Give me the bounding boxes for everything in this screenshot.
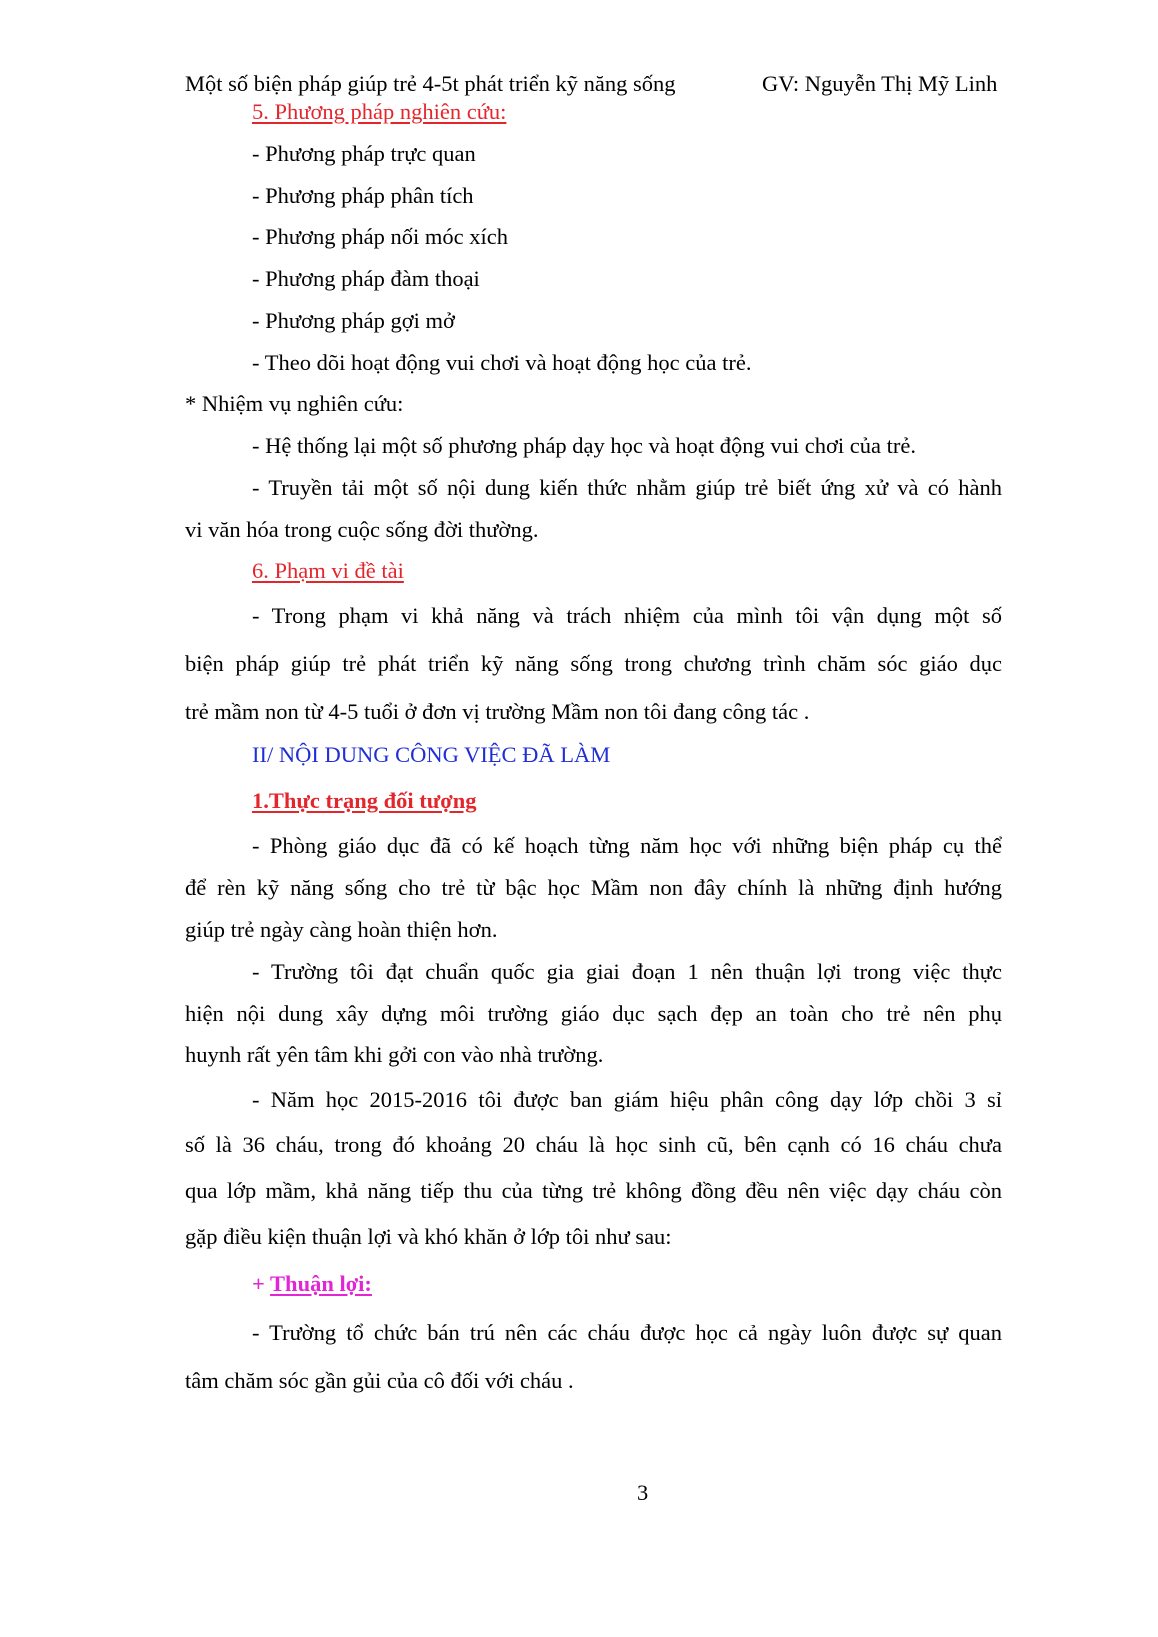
task-item: - Hệ thống lại một số phương pháp dạy học và hoạt động vui chơi của trẻ. xyxy=(252,433,916,458)
advantage-heading xyxy=(252,1273,372,1296)
method-item: - Phương pháp gợi mở xyxy=(252,308,455,333)
task-item-continuation: vi văn hóa trong cuộc sống đời thường. xyxy=(185,517,539,542)
task-item: - Truyền tải một số nội dung kiến thức nhằm giúp trẻ biết ứng xử và có hành xyxy=(252,475,1002,500)
paragraph-line: gặp điều kiện thuận lợi và khó khăn ở lớp tôi như sau: xyxy=(185,1224,672,1249)
paragraph-line: - Trường tổ chức bán trú nên các cháu được học cả ngày luôn được sự quan xyxy=(252,1320,1002,1345)
header-author: GV: Nguyễn Thị Mỹ Linh xyxy=(762,71,998,96)
method-item: - Theo dõi hoạt động vui chơi và hoạt động học của trẻ. xyxy=(252,350,752,375)
paragraph-line: - Phòng giáo dục đã có kế hoạch từng năm học với những biện pháp cụ thể xyxy=(252,833,1002,858)
paragraph-line: huynh rất yên tâm khi gởi con vào nhà trường. xyxy=(185,1042,604,1067)
section6-heading: 6. Phạm vi đề tài xyxy=(252,558,404,583)
section6-paragraph-line: trẻ mầm non từ 4-5 tuổi ở đơn vị trường Mầm non tôi đang công tác . xyxy=(185,699,810,724)
tasks-heading: * Nhiệm vụ nghiên cứu: xyxy=(185,391,404,416)
header-title: Một số biện pháp giúp trẻ 4-5t phát triển kỹ năng sống xyxy=(185,71,676,96)
paragraph-line: tâm chăm sóc gần gủi của cô đối với cháu . xyxy=(185,1368,574,1393)
method-item: - Phương pháp nối móc xích xyxy=(252,224,508,249)
advantage-label: Thuận lợi: xyxy=(270,1271,372,1296)
method-item: - Phương pháp đàm thoại xyxy=(252,266,480,291)
paragraph-line: hiện nội dung xây dựng môi trường giáo dục sạch đẹp an toàn cho trẻ nên phụ xyxy=(185,1001,1002,1026)
part2-heading: II/ NỘI DUNG CÔNG VIỆC ĐÃ LÀM xyxy=(252,742,611,767)
paragraph-line: - Năm học 2015-2016 tôi được ban giám hiệu phân công dạy lớp chồi 3 sỉ xyxy=(252,1087,1002,1112)
section5-heading: 5. Phương pháp nghiên cứu: xyxy=(252,99,507,124)
paragraph-line: để rèn kỹ năng sống cho trẻ từ bậc học Mầm non đây chính là những định hướng xyxy=(185,875,1002,900)
section6-paragraph-line: - Trong phạm vi khả năng và trách nhiệm của mình tôi vận dụng một số xyxy=(252,603,1002,628)
subsection1-heading: 1.Thực trạng đối tượng xyxy=(252,788,477,813)
method-item: - Phương pháp phân tích xyxy=(252,183,474,208)
page-number: 3 xyxy=(637,1480,649,1505)
paragraph-line: giúp trẻ ngày càng hoàn thiện hơn. xyxy=(185,917,498,942)
section6-paragraph-line: biện pháp giúp trẻ phát triển kỹ năng sống trong chương trình chăm sóc giáo dục xyxy=(185,651,1002,676)
paragraph-line: qua lớp mầm, khả năng tiếp thu của từng trẻ không đồng đều nên việc dạy cháu còn xyxy=(185,1178,1002,1203)
method-item: - Phương pháp trực quan xyxy=(252,141,476,166)
paragraph-line: - Trường tôi đạt chuẩn quốc gia giai đoạn 1 nên thuận lợi trong việc thực xyxy=(252,959,1002,984)
paragraph-line: số là 36 cháu, trong đó khoảng 20 cháu là học sinh cũ, bên cạnh có 16 cháu chưa xyxy=(185,1132,1002,1157)
advantage-plus: + xyxy=(252,1271,271,1296)
